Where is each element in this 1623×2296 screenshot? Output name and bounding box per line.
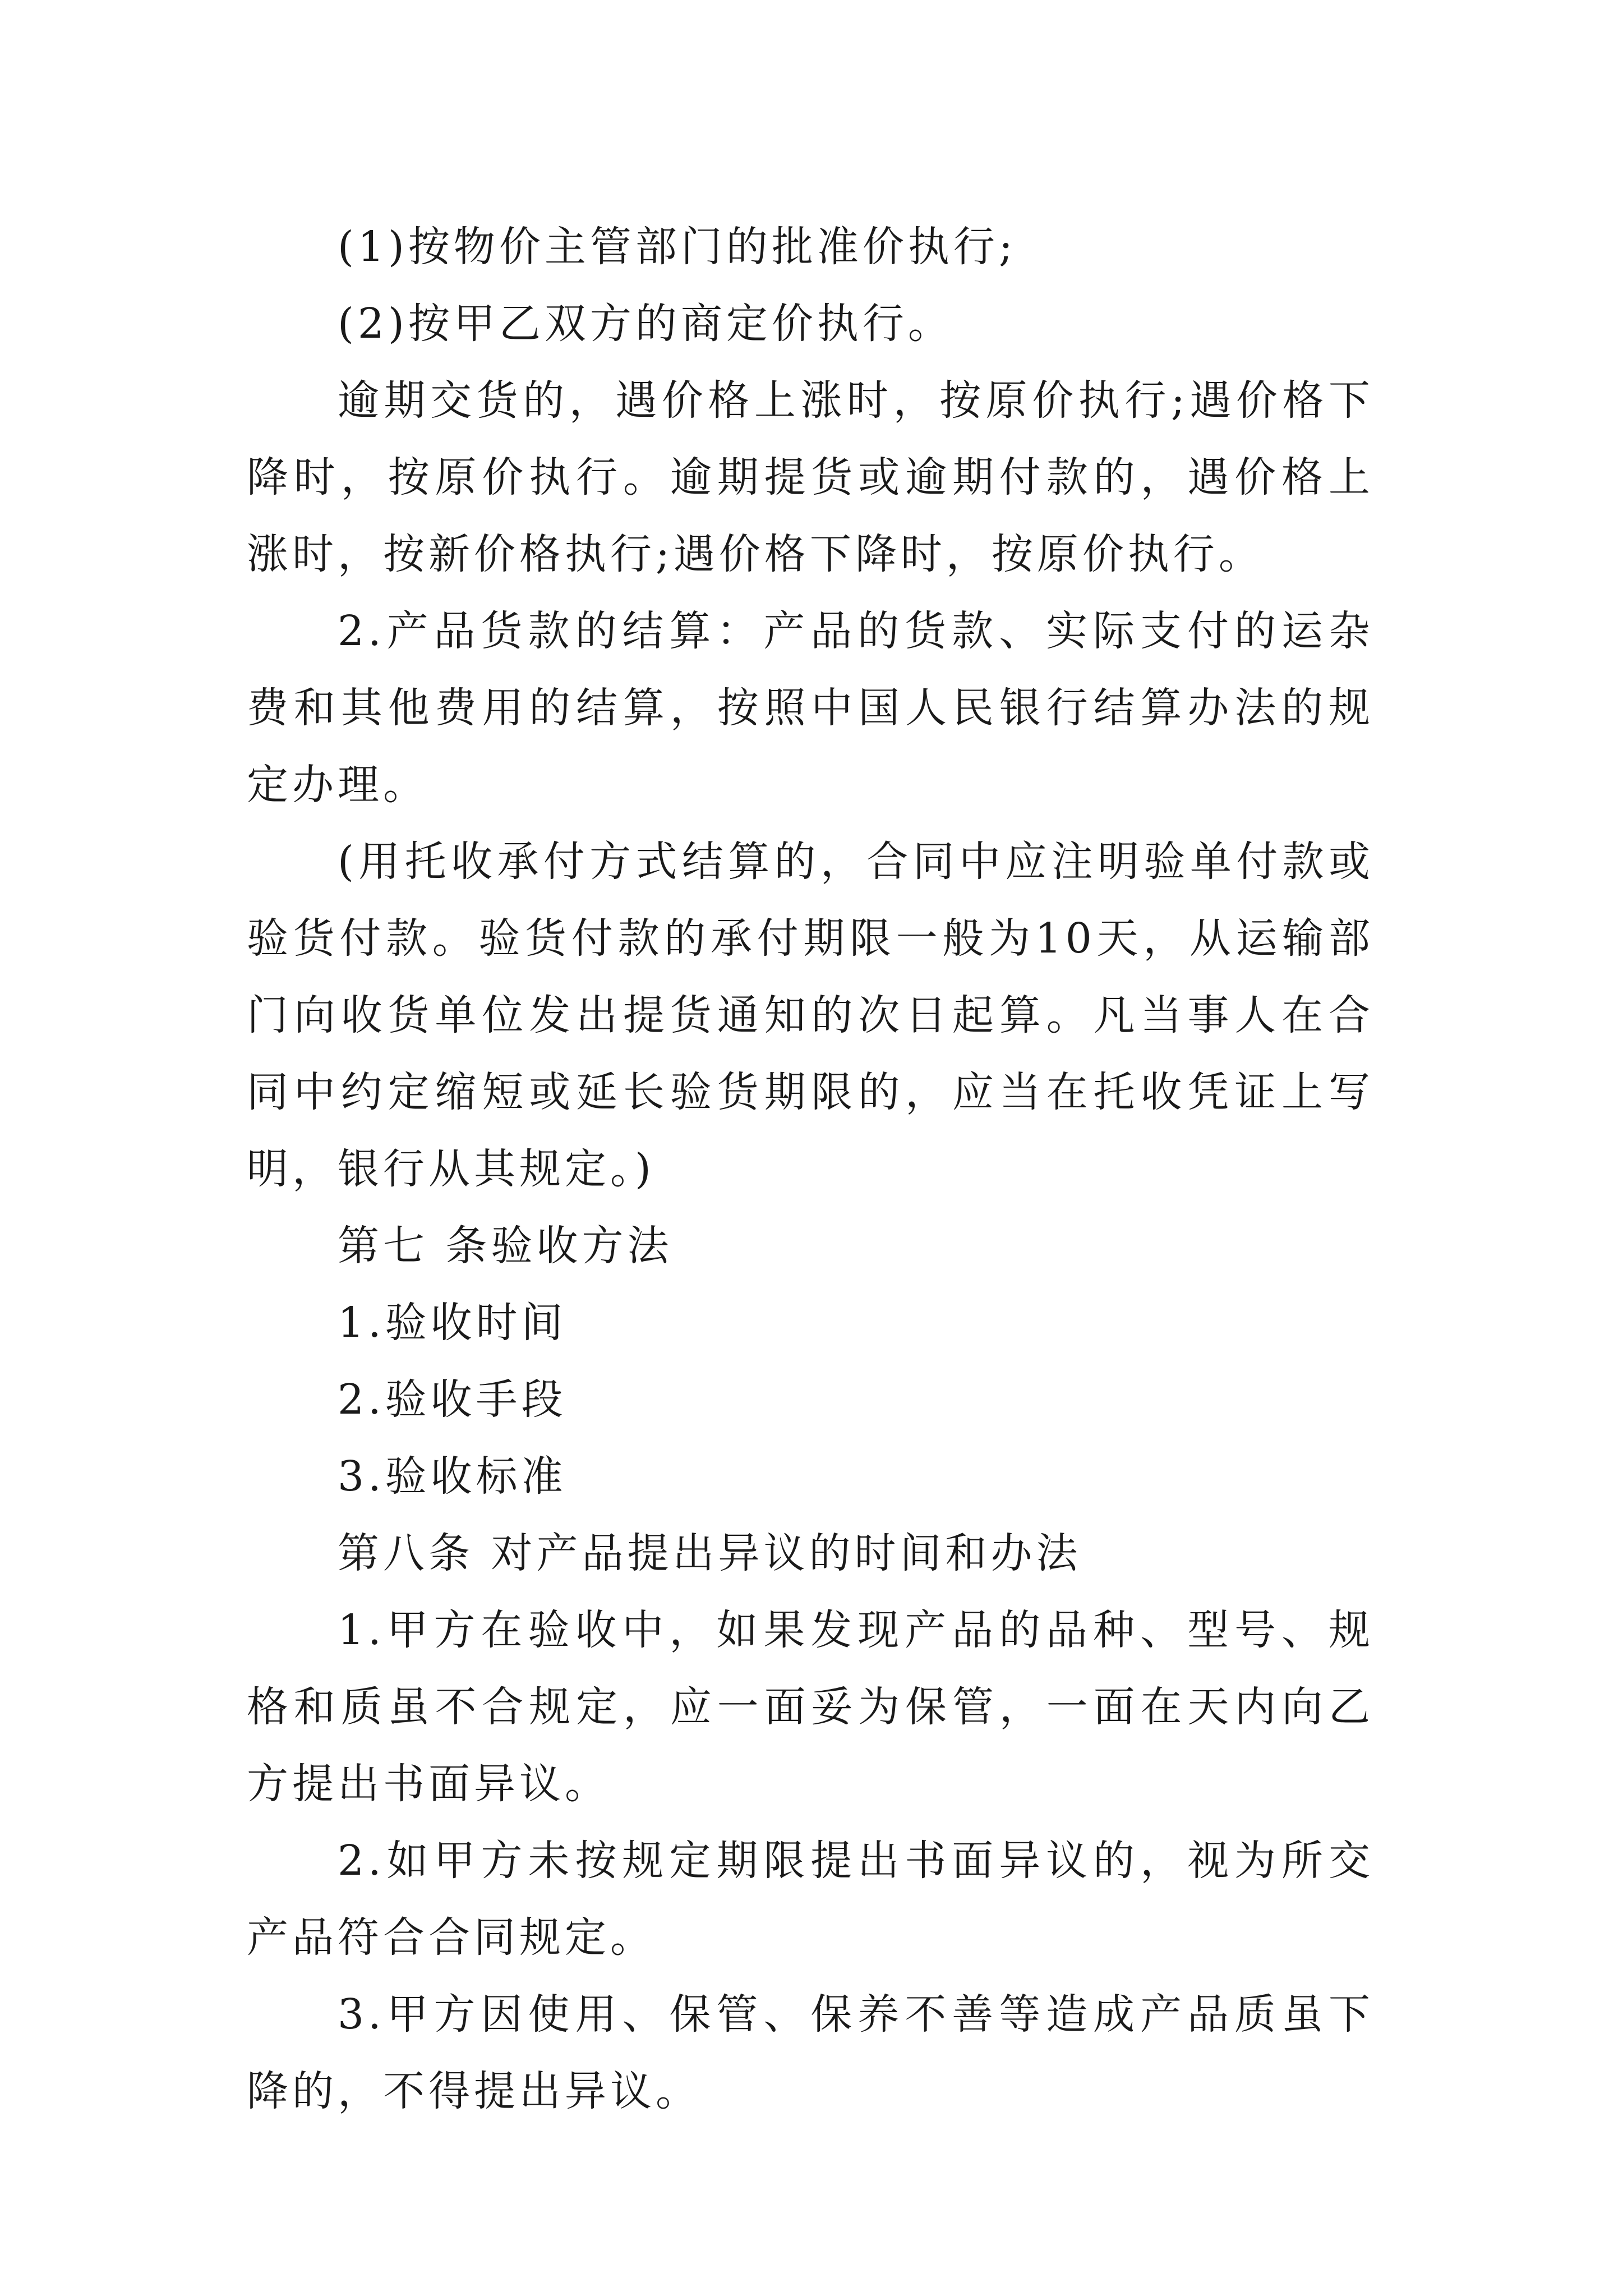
acceptance-standard-item: 3.验收标准: [338, 1452, 567, 1501]
price-rule-2: (2)按甲乙双方的商定价执行。: [338, 300, 953, 348]
acceptance-means-item: 2.验收手段: [338, 1375, 567, 1424]
settlement-paragraph: 2.产品货款的结算：产品的货款、实际支付的运杂费和其他费用的结算，按照中国人民银行结算办法的规定办理。: [247, 607, 1374, 809]
overdue-price-paragraph: 逾期交货的，遇价格上涨时，按原价执行;遇价格下降时，按原价执行。逾期提货或逾期付款的，遇价格上涨时，按新价格执行;遇价格下降时，按原价执行。: [247, 376, 1374, 578]
article-7-heading: 第七 条验收方法: [338, 1222, 673, 1270]
objection-rule-2: 2.如甲方未按规定期限提出书面异议的，视为所交产品符合合同规定。: [247, 1837, 1374, 1962]
acceptance-time-item: 1.验收时间: [338, 1299, 567, 1347]
price-rule-1: (1)按物价主管部门的批准价执行;: [338, 223, 1017, 271]
document-body: [247, 209, 1374, 2130]
collection-note-paragraph: (用托收承付方式结算的，合同中应注明验单付款或验货付款。验货付款的承付期限一般为10天，从运输部门向收货单位发出提货通知的次日起算。凡当事人在合同中约定缩短或延长验货期限的，应当在托收凭证上写明，银行从其规定。): [247, 838, 1374, 1193]
objection-rule-1: 1.甲方在验收中，如果发现产品的品种、型号、规格和质虽不合规定，应一面妥为保管，一面在天内向乙方提出书面异议。: [247, 1606, 1374, 1808]
article-8-heading: 第八条 对产品提出异议的时间和办法: [338, 1529, 1082, 1577]
objection-rule-3: 3.甲方因使用、保管、保养不善等造成产品质虽下降的，不得提出异议。: [247, 1990, 1374, 2115]
